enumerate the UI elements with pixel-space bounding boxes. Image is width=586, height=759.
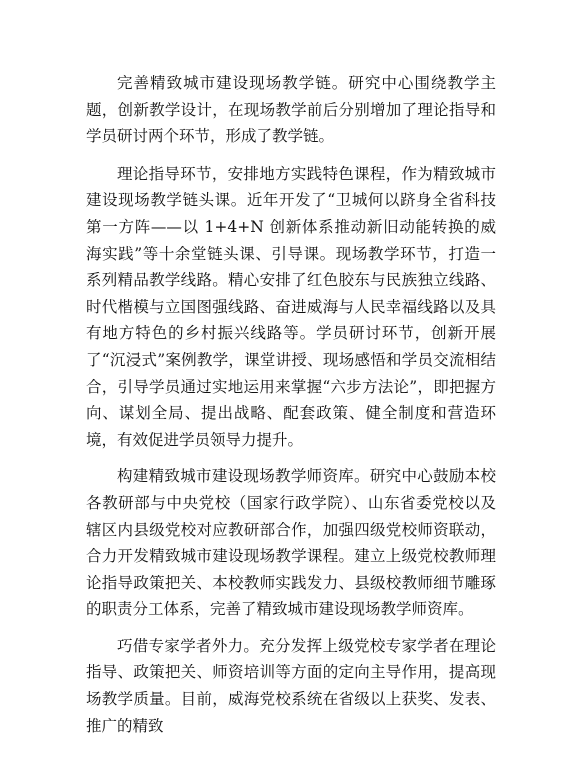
paragraph-theory-guidance: 理论指导环节，安排地方实践特色课程，作为精致城市建设现场教学链头课。近年开发了“卫城何以跻身全省科技第一方阵——以 1+4+N 创新体系推动新旧动能转换的威海实践”等十余堂链头课、引导课。现场教学环节，打造一系列精品教学线路。精心安排了红色胶东与民族独立线路、时代楷模与立国图强线路、奋进威海与人民幸福线路以及具有地方特色的乡村振兴线路等。学员研讨环节，创新开展了“沉浸式”案例教学，课堂讲授、现场感悟和学员交流相结合，引导学员通过实地运用来掌握“六步方法论”，即把握方向、谋划全局、提出战略、配套政策、健全制度和营造环境，有效促进学员领导力提升。	[86, 164, 496, 449]
paragraph-teaching-chain: 完善精致城市建设现场教学链。研究中心围绕教学主题，创新教学设计，在现场教学前后分别增加了理论指导和学员研讨两个环节，形成了教学链。	[86, 74, 496, 146]
paragraph-expert-scholars: 巧借专家学者外力。充分发挥上级党校专家学者在理论指导、政策把关、师资培训等方面的定向主导作用，提高现场教学质量。目前，威海党校系统在省级以上获奖、发表、推广的精致	[86, 636, 496, 735]
paragraph-faculty-pool: 构建精致城市建设现场教学师资库。研究中心鼓励本校各教研部与中央党校（国家行政学院）、山东省委党校以及辖区内县级党校对应教研部合作，加强四级党校师资联动，合力开发精致城市建设现场教学课程。建立上级党校教师理论指导政策把关、本校教师实践发力、县级校教师细节雕琢的职责分工体系，完善了精致城市建设现场教学师资库。	[86, 467, 496, 619]
article-body	[86, 70, 496, 750]
